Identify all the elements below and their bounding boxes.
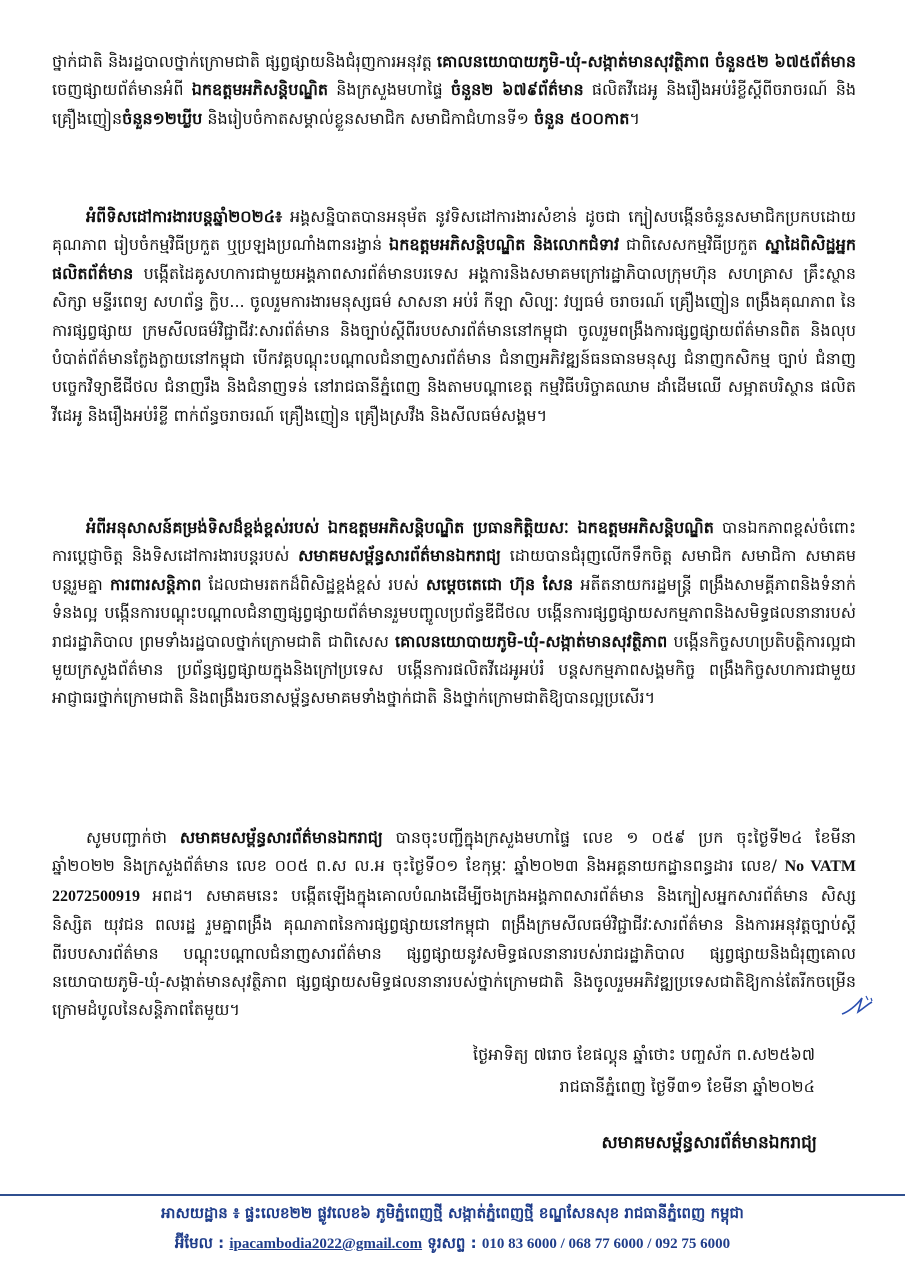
bold-text: ចំនួន ៥០០កាត xyxy=(533,108,630,128)
paragraph-recommendations xyxy=(52,514,856,713)
text: បានចុះបញ្ជីក្នុងក្រសួងមហាផ្ទៃ លេខ ១ ០៥៩ ប្រក ចុះថ្ងៃទី២៤ ខែមីនា ឆ្នាំ២០២២ និងក្រសួងព័ត៌មាន លេខ ០០៥ ព.ស ល.អ ចុះថ្ងៃទី០១ ខែកុម្ភៈ ឆ្នាំ២០២៣ និងអគ្គនាយកដ្ឋានពន្ធដារ លេខ/ xyxy=(52,828,856,876)
text: និងក្រសួងមហាផ្ទៃ xyxy=(328,80,451,100)
text: បង្កើតដៃគូសហការជាមួយអង្គភាពសារព័ត៌មានបរទេស អង្គការនិងសមាគមក្រៅរដ្ឋាភិបាលក្រុមហ៊ុន សហគ្រាស គ្រឹះស្ថានសិក្សា មន្ទីរពេទ្យ សហព័ន្ធ ក្លិប... ចូលរួមការងារមនុស្សធម៌ សាសនា អប់រំ កីឡា សិល្បៈ វប្បធម៌ ចរាចរណ៍ គ្រឿងញៀន ពង្រឹងគុណភាព នៃការផ្សព្វផ្សាយ ក្រមសីលធម៌វិជ្ជាជីវៈសារព័ត៌មាន និងច្បាប់ស្តីពីរបបសារព័ត៌មាននៅកម្ពុជា ចូលរួមពង្រឹងការផ្សព្វផ្សាយព័ត៌មានពិត និងលុបបំបាត់ព័ត៌មានក្លែងក្លាយនៅកម្ពុជា បើកវគ្គបណ្តុះបណ្តាលជំនាញសារព័ត៌មាន ជំនាញអភិវឌ្ឍន៍ធនធានមនុស្ស ជំនាញកសិកម្ម ច្បាប់ ជំនាញបច្ចេកវិទ្យាឌីជីថល ជំនាញរឹង និងជំនាញទន់ នៅរាជធានីភ្នំពេញ និងតាមបណ្តាខេត្ត កម្មវិធីបរិច្ចាគឈាម ដាំដើមឈើ សម្អាតបរិស្ថាន ផលិតវីដេអូ និងរឿងអប់រំខ្លី ពាក់ព័ន្ធចរាចរណ៍ គ្រឿងញៀន គ្រឿងស្រវឹង និងសីលធម៌សង្គម។ xyxy=(52,263,856,425)
bold-text: គោលនយោបាយភូមិ-ឃុំ-សង្កាត់មានសុវត្ថិភាព xyxy=(395,631,668,651)
text: ផលិតវីដេអូ និងរឿងអប់រំខ្លីស្តីពីចរាចរណ៍ និងគ្រឿងញៀន xyxy=(52,80,857,128)
text: បង្កើនកិច្ចសហប្រតិបត្តិការល្អជាមួយក្រសួងព័ត៌មាន ប្រព័ន្ធផ្សព្វផ្សាយក្នុងនិងក្រៅប្រទេស បង្កើនការផលិតវីដេអូអប់រំ បន្តសកម្មភាពសង្គមកិច្ច ពង្រឹងកិច្ចសហការជាមួយអាជ្ញាធរថ្នាក់ក្រោមជាតិ និងពង្រឹងរចនាសម្ព័ន្ធសមាគមទាំងថ្នាក់ជាតិ និងថ្នាក់ក្រោមជាតិឱ្យបានល្អប្រសើរ។ xyxy=(52,631,856,708)
vat-number: No VATM 22072500919 xyxy=(52,858,857,905)
initial-mark xyxy=(838,992,878,1020)
text: ថ្នាក់ជាតិ និងរដ្ឋបាលថ្នាក់ក្រោមជាតិ ផ្សព្វផ្សាយនិងជំរុញការអនុវត្ត xyxy=(52,52,438,71)
text: ។ xyxy=(629,108,640,128)
paragraph-lead: អំពីទិសដៅការងារបន្តឆ្នាំ២០២៤៖ xyxy=(86,207,283,226)
bold-text: សម្តេចតេជោ ហ៊ុន សែន xyxy=(425,574,574,594)
bold-text: ចំនួន២ ៦៧៩ព័ត៌មាន xyxy=(450,80,584,100)
text: សូមបញ្ជាក់ថា xyxy=(86,828,180,847)
email-label: អ៊ីមែល : xyxy=(174,1234,225,1252)
bold-text: សមាគមសម្ព័ន្ធសារព័ត៌មានឯករាជ្យ xyxy=(298,546,501,566)
text: អង្គសន្និបាតបានអនុម័ត នូវទិសដៅការងារសំខាន់ ដូចជា ក្បៀសបង្កើនចំនួនសមាជិកប្រកបដោយគុណភាព រៀបចំកម្មវិធីប្រកួត ឬប្រឡងប្រណាំងពានរង្វាន់ xyxy=(52,207,856,255)
text: អតីតនាយករដ្ឋមន្ត្រី ពង្រឹងសាមគ្គីភាពនិងទំនាក់ទំនងល្អ បង្កើនការបណ្តុះបណ្តាលជំនាញផ្សព្វផ្សាយព័ត៌មានរួមបញ្ចូលប្រព័ន្ធឌីជីថល បង្កើនការផ្សព្វផ្សាយសកម្មភាពនិងសមិទ្ធផលនានារបស់រាជរដ្ឋាភិបាល ព្រមទាំងរដ្ឋបាលថ្នាក់ក្រោមជាតិ ជាពិសេស xyxy=(52,574,857,651)
text: អពដ។ សមាគមនេះ បង្កើតឡើងក្នុងគោលបំណងដើម្បីចងក្រងអង្គភាពសារព័ត៌មាន និងក្បៀសអ្នកសារព័ត៌មាន សិស្ស និស្សិត យុវជន ពលរដ្ឋ រួមគ្នាពង្រឹង គុណភាពនៃការផ្សព្វផ្សាយនៅកម្ពុជា ពង្រឹងក្រមសីលធម៌វិជ្ជាជីវៈសារព័ត៌មាន និងការអនុវត្តច្បាប់ស្តីពីរបបសារព័ត៌មាន បណ្តុះបណ្តាលជំនាញសារព័ត៌មាន ផ្សព្វផ្សាយនូវសមិទ្ធផលនានារបស់រាជរដ្ឋាភិបាល ផ្សព្វផ្សាយនិងជំរុញគោលនយោបាយភូមិ-ឃុំ-សង្កាត់មានសុវត្ថិភាព ផ្សព្វផ្សាយសមិទ្ធផលនានារបស់ថ្នាក់ក្រោមជាតិ និងចូលរួមអភិវឌ្ឍប្រទេសជាតិឱ្យកាន់តែរីកចម្រើនក្រោមដំបូលនៃសន្តិភាពតែមួយ។ xyxy=(52,885,856,1020)
text: ជាពិសេសកម្មវិធីប្រកួត xyxy=(619,235,765,255)
bold-text: ការពារសន្តិភាព xyxy=(109,574,202,594)
text: ចេញផ្សាយព័ត៌មានអំពី xyxy=(52,80,192,100)
footer-contact xyxy=(0,1234,905,1256)
email-link[interactable]: ipacambodia2022@gmail.com xyxy=(229,1236,423,1252)
footer-divider xyxy=(0,1194,905,1196)
text: ដែលជាមរតកដ៏ពិសិដ្ឋខ្ពង់ខ្ពស់ របស់ xyxy=(201,574,426,594)
text: បានឯកភាពខ្ពស់ចំពោះការប្តេជ្ញាចិត្ត និងទិសដៅការងារបន្តរបស់ xyxy=(52,518,857,566)
paragraph-achievements xyxy=(52,48,856,133)
text: ដោយបានជំរុញលើកទឹកចិត្ត សមាជិក សមាជិកា សមាគម បន្តរួមគ្នា xyxy=(52,546,857,594)
paragraph-lead: អំពីអនុសាសន៍គម្រង់ទិសដ៏ខ្ពង់ខ្ពស់របស់ ឯកឧត្តមអភិសន្តិបណ្ឌិត ប្រធានកិត្តិយសៈ ឯកឧត្តមអភិសន្តិបណ្ឌិត xyxy=(86,518,714,537)
bold-text: គោលនយោបាយភូមិ-ឃុំ-សង្កាត់មានសុវត្ថិភាព ចំនួន៥២ ៦៧៥ព័ត៌មាន xyxy=(437,52,857,71)
lunar-date: ថ្ងៃអាទិត្យ ៧រោច ខែផល្គុន ឆ្នាំថោះ បញ្ចស័ក ព.ស២៥៦៧ xyxy=(473,1045,815,1064)
bold-text: ស្នាដៃពិសិដ្ឋអ្នកផលិតព័ត៌មាន xyxy=(52,235,856,283)
bold-text: ចំនួន១២ឃ្លីប xyxy=(122,108,203,128)
phone-numbers: 010 83 6000 / 068 77 6000 / 092 75 6000 xyxy=(481,1236,731,1252)
bold-text: សមាគមសម្ព័ន្ធសារព័ត៌មានឯករាជ្យ xyxy=(179,828,383,847)
organization-signature: សមាគមសម្ព័ន្ធសារព័ត៌មានឯករាជ្យ xyxy=(601,1133,817,1153)
solar-date: រាជធានីភ្នំពេញ ថ្ងៃទី៣១ ខែមីនា ឆ្នាំ២០២៤ xyxy=(559,1077,815,1096)
bold-text: ឯកឧត្តមអភិសន្តិបណ្ឌិត និងលោកជំទាវ xyxy=(389,235,620,255)
phone-label: ទូរសព្ទ : xyxy=(427,1234,477,1252)
footer-address: អាសយដ្ឋាន ៖ ផ្ទះលេខ២២ ផ្លូវលេខ៦ ភូមិភ្នំពេញថ្មី សង្កាត់ភ្នំពេញថ្មី ខណ្ឌសែនសុខ រាជធានីភ្នំពេញ កម្ពុជា xyxy=(161,1204,744,1222)
text: និងរៀបចំកាតសម្គាល់ខ្លួនសមាជិក សមាជិកាជំហានទី១ xyxy=(202,108,534,128)
paragraph-registration xyxy=(52,824,856,1025)
paragraph-future-direction xyxy=(52,203,856,430)
bold-text: ឯកឧត្តមអភិសន្តិបណ្ឌិត xyxy=(191,80,329,100)
